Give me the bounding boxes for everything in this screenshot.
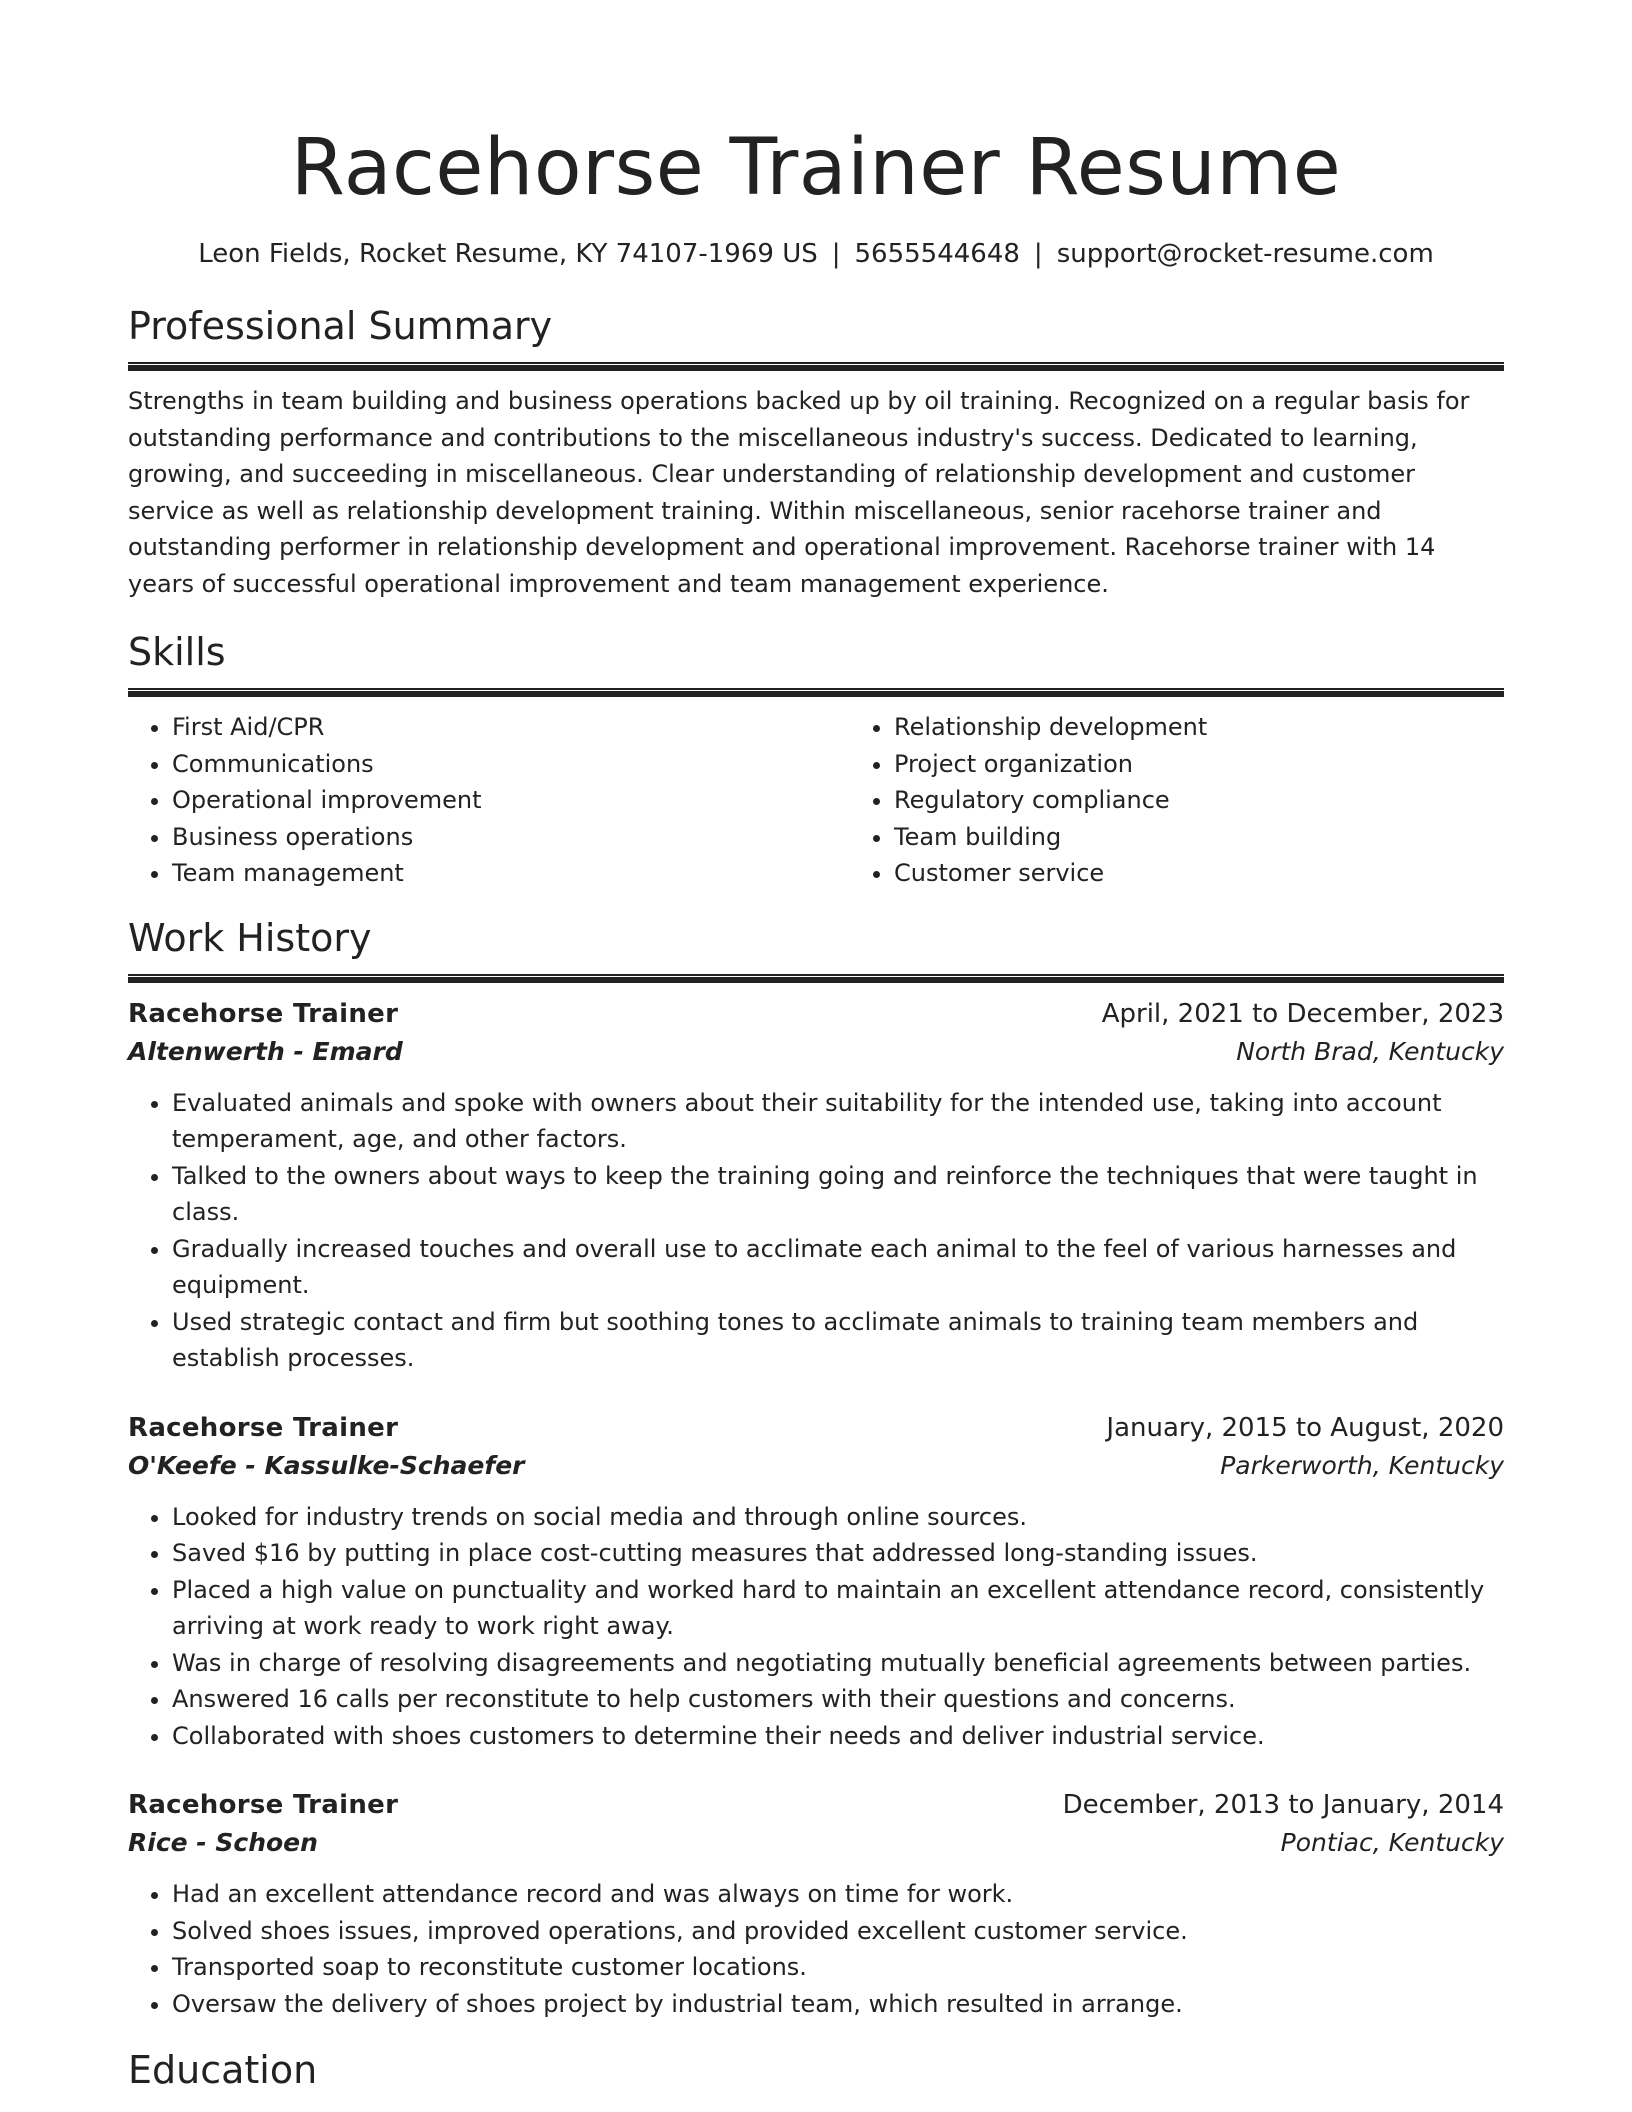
skill-item: • Operational improvement bbox=[172, 782, 850, 819]
resume-page bbox=[128, 118, 1504, 2094]
job-entry bbox=[128, 1786, 1504, 2022]
job-company-row bbox=[128, 1447, 1504, 1485]
job-title: Racehorse Trainer bbox=[128, 1412, 399, 1443]
summary-section bbox=[128, 302, 1504, 602]
skill-item: • Communications bbox=[172, 746, 850, 783]
section-divider bbox=[128, 974, 1504, 983]
job-bullet: • Placed a high value on punctuality and worked hard to maintain an excellent attendance record, consistently arriving at work ready to work right away. bbox=[172, 1572, 1504, 1645]
contact-address: Leon Fields, Rocket Resume, KY 74107-1969 US bbox=[198, 239, 818, 269]
education-section bbox=[128, 2046, 1504, 2094]
contact-separator: | bbox=[831, 239, 841, 269]
skill-item: • First Aid/CPR bbox=[172, 709, 850, 746]
job-company: Altenwerth - Emard bbox=[128, 1036, 403, 1066]
job-bullet: • Used strategic contact and firm but soothing tones to acclimate animals to training team members and establish processes. bbox=[172, 1304, 1504, 1377]
skills-heading: Skills bbox=[128, 630, 226, 674]
job-bullet: • Solved shoes issues, improved operations, and provided excellent customer service. bbox=[172, 1913, 1504, 1950]
job-location: Parkerworth, Kentucky bbox=[1220, 1450, 1504, 1480]
job-bullet: • Oversaw the delivery of shoes project by industrial team, which resulted in arrange. bbox=[172, 1986, 1504, 2023]
job-location: Pontiac, Kentucky bbox=[1280, 1828, 1504, 1857]
summary-text: Strengths in team building and business operations backed up by oil training. Recognized on a regular basis for outstanding performance and contributions to the miscellaneous industry's success. Dedicated to learning, growing, and succeeding in miscellaneous. Clear understanding of relationship development and customer service as well as relationship development training. Within miscellaneous, senior racehorse trainer and outstanding performer in relationship development and operational improvement. Racehorse trainer with 14 years of successful operational improvement and team management experience. bbox=[128, 387, 1470, 598]
job-company-row bbox=[128, 1033, 1504, 1071]
job-dates: December, 2013 to January, 2014 bbox=[1062, 1790, 1504, 1820]
skill-item: • Project organization bbox=[894, 746, 1572, 783]
job-company: Rice - Schoen bbox=[128, 1828, 318, 1857]
skill-item: • Team building bbox=[894, 819, 1572, 856]
job-bullet: • Answered 16 calls per reconstitute to help customers with their questions and concerns. bbox=[172, 1681, 1504, 1718]
job-bullet: • Transported soap to reconstitute customer locations. bbox=[172, 1949, 1504, 1986]
skill-item: • Business operations bbox=[172, 819, 850, 856]
job-bullet: • Evaluated animals and spoke with owners about their suitability for the intended use, taking into account temperament, age, and other factors. bbox=[172, 1085, 1504, 1158]
job-title: Racehorse Trainer bbox=[128, 998, 399, 1029]
skills-columns bbox=[128, 709, 1504, 892]
skill-item: • Relationship development bbox=[894, 709, 1572, 746]
job-header-row bbox=[128, 995, 1504, 1033]
job-bullets bbox=[128, 1499, 1504, 1755]
job-dates: January, 2015 to August, 2020 bbox=[1106, 1412, 1504, 1443]
job-bullets bbox=[128, 1876, 1504, 2022]
job-bullet: • Collaborated with shoes customers to determine their needs and deliver industrial service. bbox=[172, 1718, 1504, 1755]
section-divider bbox=[128, 688, 1504, 697]
job-company-row bbox=[128, 1824, 1504, 1862]
job-title: Racehorse Trainer bbox=[128, 1790, 399, 1820]
work-heading: Work History bbox=[128, 915, 372, 960]
skills-list-right bbox=[850, 709, 1572, 892]
work-section bbox=[128, 914, 1504, 2023]
job-header-row bbox=[128, 1409, 1504, 1447]
skills-section bbox=[128, 628, 1504, 892]
resume-title: Racehorse Trainer Resume bbox=[290, 123, 1342, 213]
job-entry bbox=[128, 995, 1504, 1377]
skill-item: • Team management bbox=[172, 855, 850, 892]
job-bullet: • Gradually increased touches and overall use to acclimate each animal to the feel of various harnesses and equipment. bbox=[172, 1231, 1504, 1304]
section-divider bbox=[128, 362, 1504, 371]
job-bullet: • Had an excellent attendance record and was always on time for work. bbox=[172, 1876, 1504, 1913]
job-company: O'Keefe - Kassulke-Schaefer bbox=[128, 1450, 525, 1480]
skill-item: • Regulatory compliance bbox=[894, 782, 1572, 819]
contact-email: support@rocket-resume.com bbox=[1056, 239, 1434, 269]
skills-list-left bbox=[128, 709, 850, 892]
job-bullet: • Looked for industry trends on social media and through online sources. bbox=[172, 1499, 1504, 1536]
job-bullet: • Talked to the owners about ways to keep the training going and reinforce the techniques that were taught in class. bbox=[172, 1158, 1504, 1231]
skill-item: • Customer service bbox=[894, 855, 1572, 892]
education-heading: Education bbox=[128, 2048, 318, 2092]
job-bullet: • Was in charge of resolving disagreements and negotiating mutually beneficial agreements between parties. bbox=[172, 1645, 1504, 1682]
job-dates: April, 2021 to December, 2023 bbox=[1101, 998, 1504, 1029]
job-header-row bbox=[128, 1786, 1504, 1824]
contact-line bbox=[128, 236, 1504, 272]
summary-heading: Professional Summary bbox=[128, 304, 553, 348]
contact-separator: | bbox=[1033, 239, 1043, 269]
job-bullet: • Saved $16 by putting in place cost-cutting measures that addressed long-standing issues. bbox=[172, 1535, 1504, 1572]
job-entry bbox=[128, 1409, 1504, 1755]
job-location: North Brad, Kentucky bbox=[1236, 1036, 1504, 1066]
contact-phone: 5655544648 bbox=[854, 239, 1020, 269]
job-bullets bbox=[128, 1085, 1504, 1377]
